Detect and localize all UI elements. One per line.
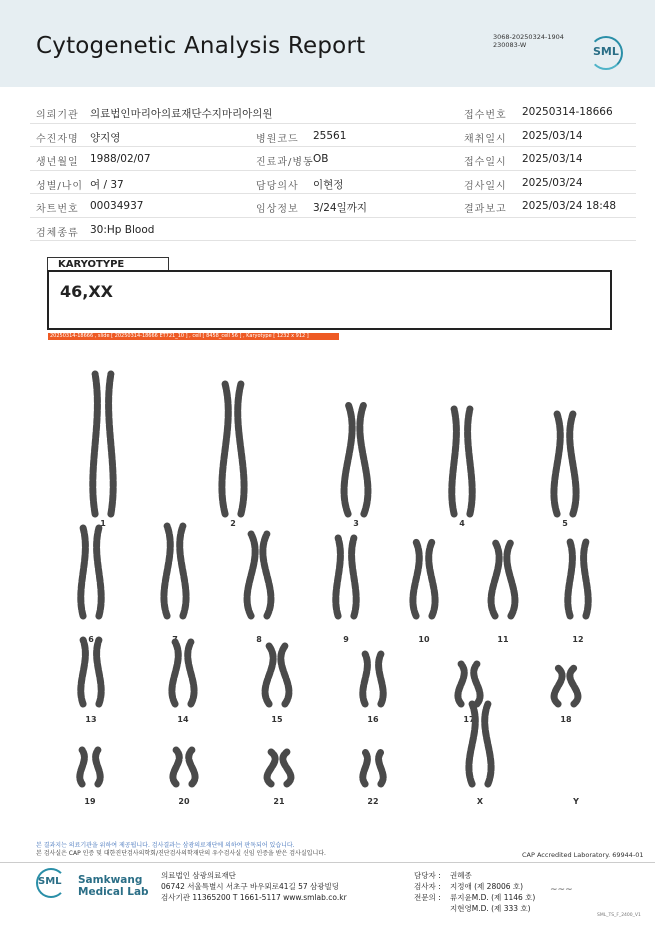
info-label: 병원코드 [256,133,299,145]
lab-name [78,874,149,898]
chromosome [458,664,480,704]
info-label: 성별/나이 [36,180,84,192]
lab-name-line1: Samkwang [78,874,143,886]
chromatid [379,654,384,704]
chromatid [584,542,589,616]
chromatid [429,542,435,616]
staff-role: 전문의 : [414,893,441,902]
chromatid [188,642,194,704]
document-code [493,33,564,49]
chromosome-label: 21 [273,797,285,806]
chromatid [363,654,368,704]
chromosome [568,542,588,616]
chromatid [164,526,170,616]
chromatid [570,668,578,704]
karyotype-tab: KARYOTYPE [47,257,169,271]
chromosome [554,414,576,514]
chromatid [81,640,86,704]
chromosome-label: 7 [172,635,178,644]
chromatid [180,526,186,616]
footer-logo [36,868,66,898]
chromatid [238,384,244,514]
chromosome-label: X [476,797,484,806]
staff-role: 담당자 : [414,871,441,880]
info-value: 이현정 [313,178,344,191]
karyotype-result: 46,XX [60,282,114,301]
chromatid [570,414,576,514]
chromosome-label: 20 [178,797,190,806]
chromatid [283,752,291,784]
staff-role: 검사자 : [414,882,441,891]
info-value: 의료법인마리아의료재단수지마리아의원 [90,108,273,120]
staff-row [414,870,535,881]
chromosome-label: 9 [343,635,349,644]
chromosome [336,538,356,616]
info-value: 1988/02/07 [90,153,151,165]
info-value: 25561 [313,129,347,142]
chromosome-label: 22 [367,797,379,806]
lab-address [161,870,347,903]
chromatid [263,534,271,616]
chromosome [554,668,578,704]
info-label: 차트번호 [36,204,79,215]
chromosome [173,750,195,784]
info-label: 접수번호 [464,110,507,121]
disclaimer-line2: 본 검사실은 CAP 인증 및 대한진단검사의학회/진단검사의학재단의 우수검사실 신임 인증을 받은 검사실입니다. [36,850,326,857]
chromosome [80,750,100,784]
chromosome-label: 19 [84,797,96,806]
chromosome-label: 2 [230,519,236,528]
chromosome [81,528,101,616]
chromatid [265,646,273,704]
info-label: 검체종류 [36,227,79,239]
chromosome [267,752,291,784]
info-row [30,171,636,195]
staff-row [414,892,535,903]
slide-info-bar: 20250314-18666 , slide [ 20250314-18666 ET721_10 ] , cell [ 8458_cell 56 ] , Karyotype [ 1232 x 912 ] [48,333,339,340]
chromosome-label: 3 [353,519,359,528]
chromosome [265,646,289,704]
chromatid [507,542,515,616]
staff-name: 권혜종 [450,871,472,880]
info-label: 생년월일 [36,157,79,168]
staff-row [414,881,535,892]
staff-name: 지정애 (제 28006 호) [450,882,524,891]
chromosome-label: 4 [459,519,465,528]
info-label: 의뢰기관 [36,110,79,121]
chromosome-label: Y [573,797,579,806]
chromosome-label: 5 [562,519,568,528]
karyogram-image [0,340,655,815]
chromatid [281,646,289,704]
chromatid [189,750,195,784]
chromatid [360,404,368,514]
info-label: 채취일시 [464,133,507,145]
chromosome-label: 10 [418,635,430,644]
chromatid [468,409,473,514]
info-value: 20250314-18666 [522,106,613,118]
chromosome-label: 8 [256,635,262,644]
footer-logo-text: SML [38,876,62,887]
chromatid [344,404,352,514]
info-value: 3/24일까지 [313,202,368,214]
info-row [30,100,636,124]
info-label: 진료과/병동 [256,157,314,168]
chromosome-label: 11 [497,635,509,644]
chromatid [81,528,86,616]
chromatid [109,374,114,514]
lab-address-line1: 의료법인 삼광의료재단 [161,871,236,880]
info-label: 결과보고 [464,204,507,215]
chromosome-label: 18 [560,715,572,724]
info-value: 양지영 [90,131,121,144]
info-value: 여 / 37 [90,178,124,191]
form-code: SML_TS_F_2400_V1 [597,913,641,918]
chromatid [413,542,419,616]
lab-staff [414,870,535,914]
signature-icon: ~~~ [550,885,573,895]
patient-info-table [30,100,636,241]
info-value: 30:Hp Blood [90,223,155,236]
chromosome-label: 14 [177,715,189,724]
chromosome-label: 17 [463,715,475,724]
chromatid [173,750,179,784]
chromosome [469,704,491,784]
chromosome-label: 1 [100,519,106,528]
chromosome-label: 15 [271,715,283,724]
chromosome-label: 6 [88,635,94,644]
chromosome [172,642,194,704]
info-label: 수진자명 [36,133,79,145]
info-label: 임상정보 [256,204,299,215]
info-value: OB [313,153,329,165]
chromatid [554,668,562,704]
chromosome [247,534,271,616]
disclaimer [36,842,436,858]
info-row [30,194,636,218]
doc-code-line2: 230083-W [493,41,527,49]
chromatid [458,664,464,704]
cap-accreditation: CAP Accredited Laboratory. 69944-01 [522,851,644,859]
chromatid [554,414,560,514]
lab-address-line2: 06742 서울특별시 서초구 바우뫼로41길 57 삼광빌딩 [161,882,340,891]
karyotype-result-box [47,270,612,330]
chromatid [247,534,255,616]
chromatid [568,542,573,616]
lab-name-line2: Medical Lab [78,886,149,898]
chromosome [222,384,244,514]
chromosome [93,374,113,514]
chromatid [452,409,457,514]
chromatid [172,642,178,704]
info-value: 2025/03/24 [522,176,583,189]
chromosome [363,654,383,704]
chromatid [474,664,480,704]
chromosome-label: 12 [572,635,584,644]
info-value: 2025/03/24 18:48 [522,200,617,212]
staff-name: 류지윤M.D. (제 1146 호) [450,893,536,902]
chromosome [491,542,515,616]
chromatid [267,752,275,784]
chromosome [452,409,472,514]
chromosome [344,404,368,514]
chromatid [93,374,98,514]
info-value: 2025/03/14 [522,129,583,142]
info-row [30,218,636,242]
chromosome-label: 13 [85,715,97,724]
doc-code-line1: 3068-20250324-1904 [493,33,564,41]
info-label: 담당의사 [256,180,299,192]
report-title: Cytogenetic Analysis Report [36,33,366,59]
chromosome [164,526,186,616]
chromatid [80,750,85,784]
logo-text: SML [593,45,619,58]
info-row [30,147,636,171]
disclaimer-line1: 본 결과지는 의료기관을 위하여 제공됩니다. 검사결과는 삼광의료재단에 의하여 판독되어 있습니다. [36,842,295,849]
chromosome-label: 16 [367,715,379,724]
chromosome [363,752,383,784]
info-row [30,124,636,148]
staff-name: 지현영M.D. (제 333 호) [450,904,531,913]
staff-row [414,903,535,914]
info-label: 검사일시 [464,180,507,192]
chromatid [336,538,341,616]
sml-logo [589,36,623,70]
chromatid [491,542,499,616]
chromatid [96,750,101,784]
chromatid [222,384,228,514]
lab-address-line3: 검사기관 11365200 T 1661-5117 www.smlab.co.kr [161,893,347,902]
chromatid [363,752,368,784]
chromatid [352,538,357,616]
chromosome [413,542,435,616]
chromatid [485,704,491,784]
chromosome [81,640,101,704]
chromatid [97,640,102,704]
info-value: 2025/03/14 [522,153,583,165]
chromatid [97,528,102,616]
info-label: 접수일시 [464,157,507,168]
chromatid [379,752,384,784]
info-value: 00034937 [90,200,144,212]
